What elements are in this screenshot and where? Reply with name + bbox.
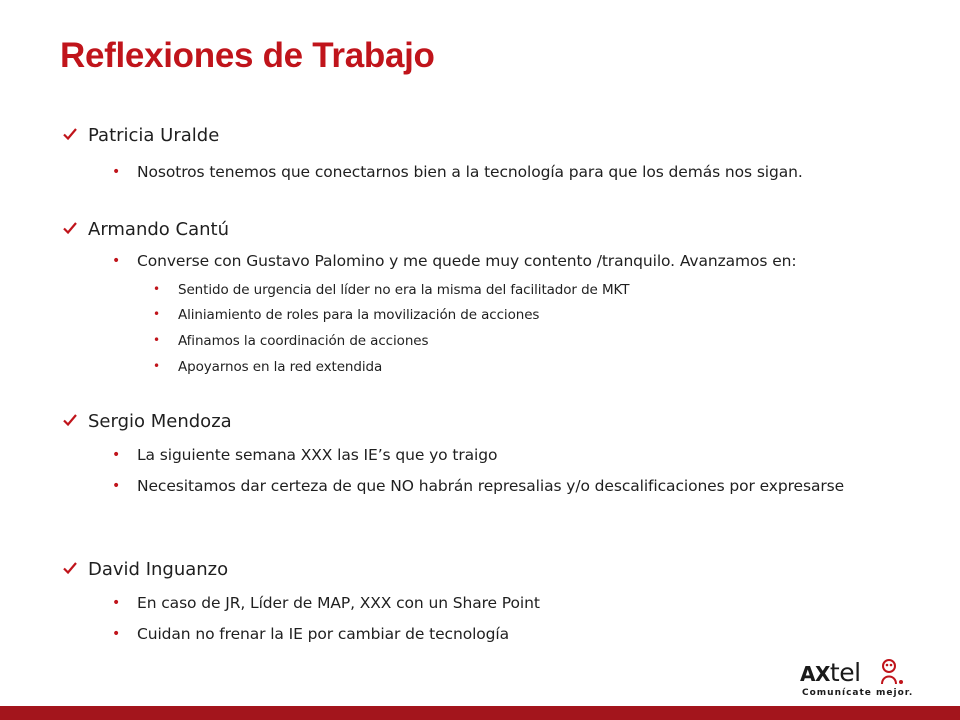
footer-bar xyxy=(0,706,960,720)
bullet-icon: • xyxy=(112,164,121,180)
checkmark-icon xyxy=(62,560,78,576)
section-heading-david xyxy=(62,559,228,580)
bullet-icon: • xyxy=(153,333,160,347)
checkmark-icon xyxy=(62,412,78,428)
list-item-text: La siguiente semana XXX las IE’s que yo traigo xyxy=(137,446,498,464)
sub-list-item xyxy=(153,332,878,350)
list-item xyxy=(112,160,877,184)
list-item xyxy=(112,443,877,467)
section-heading-label: Armando Cantú xyxy=(88,219,230,240)
list-item xyxy=(112,591,877,615)
list-item-text: Converse con Gustavo Palomino y me quede muy contento /tranquilo. Avanzamos en: xyxy=(137,252,797,270)
sub-list-item-text: Afinamos la coordinación de acciones xyxy=(178,333,429,349)
slide-title: Reflexiones de Trabajo xyxy=(60,36,435,75)
section-heading-armando xyxy=(62,219,229,240)
list-item xyxy=(112,249,877,273)
logo-brand-rest: tel xyxy=(829,658,861,687)
axtel-mascot-icon xyxy=(876,658,906,686)
sub-list-item xyxy=(153,306,878,324)
sub-list-item-text: Sentido de urgencia del líder no era la misma del facilitador de MKT xyxy=(178,282,630,298)
list-item-text: Nosotros tenemos que conectarnos bien a la tecnología para que los demás nos sigan. xyxy=(137,163,803,181)
list-item-text: Necesitamos dar certeza de que NO habrán represalias y/o descalificaciones por expresarse xyxy=(137,477,845,495)
bullet-icon: • xyxy=(153,282,160,296)
sub-list-item xyxy=(153,281,878,299)
list-item xyxy=(112,622,877,646)
bullet-icon: • xyxy=(153,359,160,373)
list-item-text: Cuidan no frenar la IE por cambiar de tecnología xyxy=(137,625,510,643)
section-heading-sergio xyxy=(62,411,232,432)
bullet-icon: • xyxy=(153,307,160,321)
checkmark-icon xyxy=(62,220,78,236)
checkmark-icon xyxy=(62,126,78,142)
bullet-icon: • xyxy=(112,447,121,463)
bullet-icon: • xyxy=(112,626,121,642)
section-heading-label: Sergio Mendoza xyxy=(88,411,232,432)
bullet-icon: • xyxy=(112,595,121,611)
logo-brand-bold: AX xyxy=(800,662,830,686)
bullet-icon: • xyxy=(112,253,121,269)
sub-list-item-text: Aliniamiento de roles para la movilización de acciones xyxy=(178,307,540,323)
section-heading-label: Patricia Uralde xyxy=(88,125,220,146)
logo-wordmark xyxy=(800,658,861,687)
sub-list-item-text: Apoyarnos en la red extendida xyxy=(178,359,383,375)
list-item xyxy=(112,474,877,498)
sub-list-item xyxy=(153,358,878,376)
section-heading-label: David Inguanzo xyxy=(88,559,229,580)
list-item-text: En caso de JR, Líder de MAP, XXX con un Share Point xyxy=(137,594,540,612)
company-logo xyxy=(800,658,930,703)
section-heading-patricia xyxy=(62,125,219,146)
logo-tagline: Comunícate mejor. xyxy=(802,688,914,698)
bullet-icon: • xyxy=(112,478,121,494)
